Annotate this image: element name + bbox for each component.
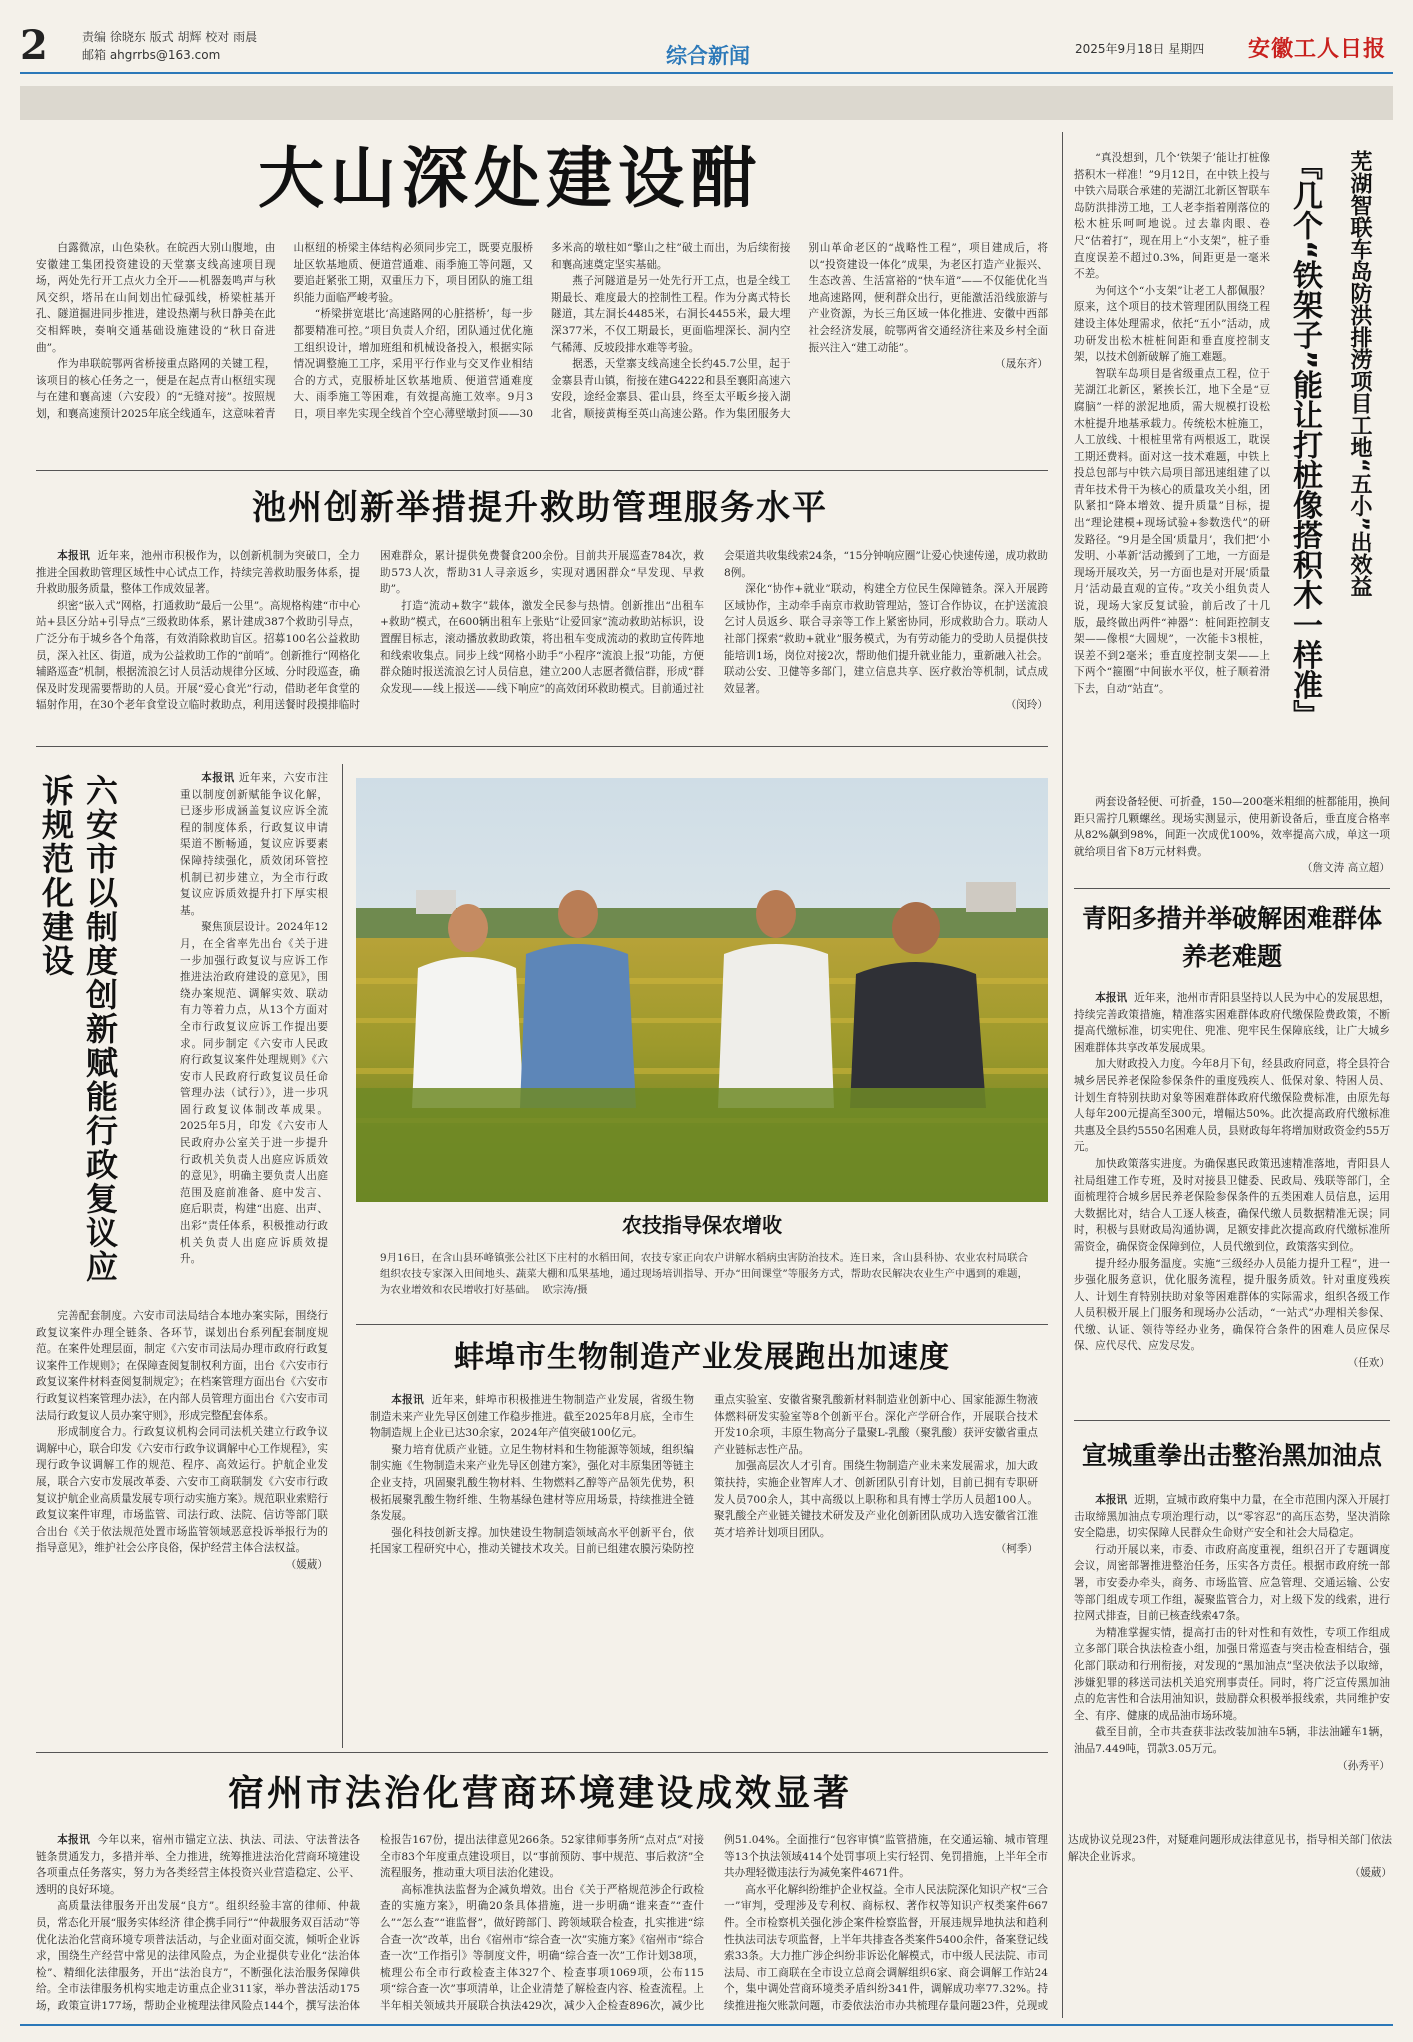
article-a7 xyxy=(1074,990,1390,1410)
editor-line: 责编 徐晓东 版式 胡辉 校对 雨晨 xyxy=(82,30,258,44)
headline-a2: 池州创新举措提升救助管理服务水平 xyxy=(252,488,828,528)
email-line: 邮箱 ahgrrbs@163.com xyxy=(82,48,221,62)
headline-a6-kicker: 芜湖智联车岛防洪排涝项目工地“五小”出效益 xyxy=(1347,150,1372,597)
photo-caption xyxy=(380,1250,1028,1298)
column-divider xyxy=(1062,132,1063,2018)
headline-a1: 大山深处建设酣 xyxy=(258,139,762,217)
a5-text: 今年以来，宿州市锚定立法、执法、司法、守法普法各链条贯通发力，多措并举、全力推进，统筹推进法治化营商环境建设各项重点任务落实，努力为各类经营主体投资兴业营造稳定、公平、透明的良好环境。 xyxy=(36,1834,360,1896)
a6-para: 为何这个“小支架”让老工人都佩服？原来，这个项目的技术管理团队围绕工程建设主体处理需求，依托“五小”活动，成功研发出松木桩桩间距和垂直度控制支架，以技术创新破解了施工难题。 xyxy=(1074,284,1270,364)
a2-byline: （闵玲） xyxy=(1005,699,1048,712)
a2-para: 织密“嵌入式”网格，打通救助“最后一公里”。高规格构建“市中心站+县区分站+引导点”三级救助体系，累计建成387个救助引导点，广泛分布于城乡各个角落，有效消除救助盲区。招募100名公益救助员，深入社区、街道，成为公益救助工作的“前哨”。创新推行“网格化辅路巡查”机制，根据流浪乞讨人员活动规律分区域、分时段巡查，确保及时发现需要帮助的人员。开展“爱心食光”行动，借助老年食堂的辐射作用，在30个老年食堂设立临时救助点，利用送餐时段摸排临时困难群众，累计提供免费餐食200余份。目前共开展巡查784次，救助573人次，帮助31人寻亲返乡，实现对遇困群众“早发现、早救助”。 xyxy=(36,550,704,712)
article-a5 xyxy=(36,1832,1392,2016)
a2-para: 打造“流动+数字”载体，激发全民参与热情。创新推出“出租车+救助”模式，在600辆出租车上张贴“让爱回家”流动救助站标识，设置醒目标志，滚动播放救助政策，将出租车变成流动的救助宣传阵地和线索收集点。同步上线“网格小助手”小程序“流浪上报”功能，方便群众随时报送流浪乞讨人员信息，建立200人志愿者微信群，形成“群众发现——线上报送——线下响应”的高效闭环救助模式。目前通过社会渠道共收集线索24条，“15分钟响应圈”让爱心快速传递，成功救助8例。 xyxy=(380,550,1048,695)
a6-para: 两套设备轻便、可折叠，150—200毫米粗细的桩都能用，换间距只需拧几颗螺丝。现场实测显示，使用新设备后，垂直度合格率从82%飙到98%，间距一次成优100%，效率提高六成，单这一项就给项目省下8万元材料费。 xyxy=(1074,796,1390,858)
article-a2 xyxy=(36,548,1048,734)
a1-byline: （晟东齐） xyxy=(995,358,1048,371)
photo-title: 农技指导保农增收 xyxy=(622,1213,782,1237)
a7-para xyxy=(1074,990,1390,1056)
rice-field-photo xyxy=(356,778,1048,1202)
photo-credit: 欧宗涛/摄 xyxy=(542,1284,588,1296)
a4-lead: 本报讯 xyxy=(391,1394,425,1406)
section-title: 综合新闻 xyxy=(666,44,750,68)
a8-text: 近期，宣城市政府集中力量，在全市范围内深入开展打击取缔黑加油点专项治理行动，以“零容忍”的高压态势，坚决消除安全隐患，切实保障人民群众生命财产安全和社会大局稳定。 xyxy=(1074,1494,1390,1540)
a7-lead: 本报讯 xyxy=(1095,992,1128,1004)
a7-text: 近年来，池州市青阳县坚持以人民为中心的发展思想，持续完善政策措施，精准落实困难群体政府代缴保险费政策，不断提高代缴标准，切实兜住、兜准、兜牢民生保障底线，让广大城乡困难群体共享改革发展成果。 xyxy=(1074,992,1390,1054)
a4-text: 近年来，蚌埠市积极推进生物制造产业发展，省级生物制造未来产业先导区创建工作稳步推进。截至2025年8月底，全市生物制造规上企业已达30余家，2024年产值突破100亿元。 xyxy=(370,1394,694,1440)
a6-para: 智联车岛项目是省级重点工程，位于芜湖江北新区，紧挨长江，地下全是“豆腐脑”一样的淤泥地质，需大规模打设松木桩提升地基承载力。传统松木桩施工，人工放线、十根桩里常有两根返工，耽误工期还费料。面对这一技术难题，中铁上投总包部与中铁六局项目部迅速组建了以青年技术骨干为核心的质量攻关小组，团队紧扣“降本增效、提升质量”目标，提出“理论建模+现场试验+参数迭代”的研发路径。“9月是全国‘质量月’，我们把‘小发明、小革新’活动搬到了工地，一方面是现场开展攻关，另一方面也是对开展‘质量月’活动最直观的宣传。”攻关小组负责人说，现场大家反复试验，前后改了十几版，最终做出两件“神器”：桩间距控制支架——像根“大圆规”，一次能卡3根桩，误差不到2毫米；垂直度控制支架——上下两个“箍圈”中间嵌水平仪，桩子顺着滑下去，自动“站直”。 xyxy=(1074,367,1270,695)
headline-a7-text: 青阳多措并举破解困难群体养老难题 xyxy=(1081,904,1382,971)
article-a6-top xyxy=(1074,150,1270,790)
a8-para: 行动开展以来，市委、市政府高度重视，组织召开了专题调度会议，周密部署推进整治任务，压实各方责任。根据市政府统一部署，市安委办牵头，商务、市场监管、应急管理、交通运输、公安等部门组成专项工作组，凝聚监管合力，对上级下发的线索，进行拉网式排查，目前已核查线索47条。 xyxy=(1074,1543,1390,1623)
a5-para: 高质量法律服务开出发展“良方”。组织经验丰富的律师、仲裁员，常态化开展“服务实体经济 律企携手同行”“仲裁服务双百活动”等优化法治化营商环境专项普法活动，与企业面对面交流，倾听企业诉求，围绕生产经营中常见的法律风险点，为企业提供专业化“法治体检”、精细化法律服务，开出“法治良方”，不断强化法治服务保障供给。全市法律服务机构实地走访重点企业311家，举办普法活动175场，政策宣讲177场，帮助企业梳理法律风险点144个，撰写法治体检报告167份，提出法律意见266条。52家律师事务所“点对点”对接全市83个年度重点建设项目，以“事前预防、事中规范、事后救济”全流程服务，推动重大项目法治化建设。 xyxy=(36,1834,704,2012)
headline-a6-main: 『几个“铁架子”能让打桩像搭积木一样准』 xyxy=(1287,150,1322,730)
a8-lead: 本报讯 xyxy=(1095,1494,1128,1506)
a8-para: 截至目前，全市共查获非法改装加油车5辆，非法油罐车1辆，油品7.449吨，罚款3.05万元。 xyxy=(1074,1726,1390,1755)
a3-para: 形成制度合力。行政复议机构会同司法机关建立行政争议调解中心，联合印发《六安市行政争议调解中心工作规程》，实现行政争议调解工作的规范、程序、高效运行。护航企业发展，联合六安市发展改革委、六安市工商联制发《六安市行政复议护航企业高质量发展专项行动实施方案》。规范职业索赔行政复议案件审理，市场监管、司法行政、法院、信访等部门联合出台《关于依法规范处置市场监管领域恶意投诉举报行为的指导意见》，维护社会公序良俗，保护经营主体合法权益。 xyxy=(36,1426,328,1555)
a1-para: 燕子河隧道是另一处先行开工点，也是全线工期最长、难度最大的控制性工程。作为分离式特长隧道，其左洞长4485米，右洞长4455米，最大埋深377米，不仅工期最长，更面临埋深长、洞内空气稀薄、反坡段排水难等考验。 xyxy=(551,275,791,354)
caption-text: 9月16日，在含山县环峰镇张公社区下庄村的水稻田间，农技专家正向农户讲解水稻病虫害防治技术。连日来，含山县科协、农业农村局联合组织农技专家深入田间地头、蔬菜大棚和瓜果基地，通过现场培训指导、开办“田间课堂”等服务方式，帮助农民解决农业生产中遇到的难题，为农业增效和农民增收打好基础。 xyxy=(380,1252,1028,1296)
a3-para: 聚焦顶层设计。2024年12月，在全省率先出台《关于进一步加强行政复议与应诉工作推进法治政府建设的意见》，围绕办案规范、调解实效、联动有力等着力点，从13个方面对全市行政复议应诉工作提出要求。同步制定《六安市人民政府行政复议案件处理规则》《六安市人民政府行政复议员任命管理办法（试行）》，进一步巩固行政复议体制改革成果。2025年5月，印发《六安市人民政府办公室关于进一步提升行政机关负责人出庭应诉质效的意见》，明确主要负责人出庭范围及庭前准备、庭中发言、庭后职责，构建“出庭、出声、出彩”责任体系，积极推动行政机关负责人出庭应诉质效提升。 xyxy=(180,921,328,1266)
a7-byline: （任欢） xyxy=(1347,1357,1390,1370)
divider xyxy=(342,764,343,1748)
article-a8 xyxy=(1074,1492,1390,2016)
a1-para: 据悉，天堂寨支线高速全长约45.7公里，起于金寨县青山镇，衔接在建G4222和县至襄阳高速六安段，途经金寨县、霍山县，终至太平畈乡接入湖北省，顺接黄梅至英山高速公路。作为集团服务大别山革命老区的“战略性工程”，项目建成后，将以“投资建设一体化”成果，为老区打造产业振兴、生态改善、生活富裕的“快车道”——不仅能优化当地高速路网，便利群众出行，更能激活沿线旅游与产业资源，为长三角区域一体化推进、安徽中西部社会经济发展，皖鄂两省交通经济往来及乡村全面振兴注入“建工动能”。 xyxy=(551,242,1048,420)
a4-para: 强化科技创新支撑。加快建设生物制造领域高水平创新平台，依托国家工程研究中心，推动关键技术攻关。目前已组建农膜污染防控重点实验室、安徽省聚乳酸新材料制造业创新中心、国家能源生物液体燃料研发实验室等8个创新平台。深化产学研合作，开展联合技术开发10余项，丰原生物高分子量聚L-乳酸（聚乳酸）获评安徽省重点产业链标志性产品。 xyxy=(370,1394,1038,1556)
a4-para: 加强高层次人才引育。围绕生物制造产业未来发展需求，加大政策扶持，实施企业智库人才、创新团队引育计划，目前已拥有专职研发人员700余人，其中高级以上职称和具有博士学历人员超100人。聚乳酸全产业链关键技术研发及产业化创新团队成功入选安徽省江淮英才培养计划项目团队。 xyxy=(714,1460,1038,1539)
headline-a5: 宿州市法治化营商环境建设成效显著 xyxy=(227,1773,852,1814)
a7-para: 加快政策落实进度。为确保惠民政策迅速精准落地，青阳县人社局组建工作专班，及时对接县卫健委、民政局、残联等部门，全面梳理符合城乡居民养老保险参保条件的五类困难人员信息，运用大数据比对，结合人工逐人核查，确保代缴人员数据精准无误；同时，积极与县财政局沟通协调，足额安排此次提高政府代缴标准所需资金，确保资金保障到位，人员代缴到位，政策落实到位。 xyxy=(1074,1157,1390,1253)
headline-a8: 宣城重拳出击整治黑加油点 xyxy=(1081,1441,1382,1470)
divider xyxy=(1074,1420,1390,1421)
a2-para xyxy=(36,548,360,598)
a8-para xyxy=(1074,1492,1390,1542)
article-a3-top xyxy=(180,770,328,1306)
divider xyxy=(1074,888,1390,889)
a3-text: 近年来，六安市注重以制度创新赋能争议化解，已逐步形成涵盖复议应诉全流程的制度体系，行政复议申请渠道不断畅通，复议应诉要素保障持续强化，质效闭环管控机制已初步建立，为全市行政复议应诉质效提升打下厚实根基。 xyxy=(180,772,328,917)
section-bar xyxy=(20,86,1393,120)
a3-lead: 本报讯 xyxy=(201,772,235,784)
a3-para xyxy=(180,770,328,919)
article-a4 xyxy=(370,1392,1038,1742)
footer-rule xyxy=(20,2024,1393,2026)
a1-para: 白露微凉，山色染秋。在皖西大别山腹地，由安徽建工集团投资建设的天堂寨支线高速项目现场，两处先行开工点火力全开——机器轰鸣声与秋风交织，塔吊在山间划出忙碌弧线，桥梁桩基开孔、隧道掘进同步推进，建设热潮与秋日静美在此交相辉映，奏响交通基础设施建设的“秋日奋进曲”。 xyxy=(36,242,276,354)
a4-para: 聚力培育优质产业链。立足生物材料和生物能源等领域，组织编制实施《生物制造未来产业先导区创建方案》，强化对丰原集团等链主企业支持，巩固聚乳酸生物材料、生物燃料乙醇等产品领先优势，积极拓展聚乳酸生物纤维、生物基绿色建材等应用场景，持续推进全链条发展。 xyxy=(370,1443,694,1523)
a5-lead: 本报讯 xyxy=(57,1834,91,1846)
a5-para xyxy=(36,1832,360,1898)
a4-byline: （柯季） xyxy=(995,1543,1038,1556)
a8-para: 为精准掌握实情，提高打击的针对性和有效性，专项工作组成立多部门联合执法检查小组，加强日常巡查与突击检查相结合，强化部门联动和行刑衔接，对发现的“黑加油点”坚决依法予以取缔，涉嫌犯罪的移送司法机关追究刑事责任。同时，将广泛宣传黑加油点的危害性和合法用油知识，鼓励群众积极举报线索，共同维护安全、有序、健康的成品油市场环境。 xyxy=(1074,1626,1390,1722)
article-a6-bottom xyxy=(1074,794,1390,880)
a2-para: 深化“协作+就业”联动，构建全方位民生保障链条。深入开展跨区域协作，主动牵手南京市救助管理站，签订合作协议，在护送流浪乞讨人员返乡、联合寻亲等工作上紧密协同，形成救助合力。联动人社部门探索“救助+就业”服务模式，为有劳动能力的受助人员提供技能培训1场，岗位对接2次，帮助他们提升就业能力，重新融入社会。联动公安、卫健等多部门，建立信息共享、医疗救治等机制，试点成效显著。 xyxy=(724,583,1048,695)
divider xyxy=(36,1752,1048,1753)
issue-date: 2025年9月18日 星期四 xyxy=(1075,42,1205,56)
a4-para xyxy=(370,1392,694,1442)
a5-para: 高水平化解纠纷维护企业权益。全市人民法院深化知识产权“三合一”审判，受理涉及专利权、商标权、著作权等知识产权类案件667件。全市检察机关强化涉企案件检察监督，开展违规异地执法和趋利性执法司法专项监督，上半年共排查各类案件5400余件，备案登记线索33条。大力推广涉企纠纷非诉讼化解模式，市中级人民法院、市司法局、市工商联在全市设立总商会调解组织6家、商会调解工作站24个，集中调处营商环境类矛盾纠纷341件，调解成功率77.32%。持续推进拖欠账款问题，市委依法治市办共梳理存量问题23件，兑现或达成协议兑现23件，对疑难问题形成法律意见书，指导相关部门依法解决企业诉求。 xyxy=(724,1834,1392,2012)
headline-a4: 蚌埠市生物制造产业发展跑出加速度 xyxy=(454,1340,950,1375)
headline-a7 xyxy=(1074,900,1390,976)
divider xyxy=(356,1324,1048,1325)
article-a3-bottom xyxy=(36,1308,328,1748)
a2-lead: 本报讯 xyxy=(57,550,91,562)
masthead-logo: 安徽工人日报 xyxy=(1248,36,1387,62)
a5-byline: （媛葳） xyxy=(1349,1867,1392,1880)
a2-text: 近年来，池州市积极作为，以创新机制为突破口，全力推进全国救助管理区域性中心试点工作，持续完善救助服务体系，提升救助服务质量，整体工作成效显著。 xyxy=(36,550,360,596)
article-a1 xyxy=(36,240,1048,458)
a7-para: 加大财政投入力度。今年8月下旬，经县政府同意，将全县符合城乡居民养老保险参保条件的重度残疾人、低保对象、特困人员、计划生育特别扶助对象等困难群体政府代缴保险费标准，由原先每人每年200元提高至300元，增幅达50%。此次提高政府代缴标准共惠及全县约5550名困难人员，县财政每年将增加财政资金约55万元。 xyxy=(1074,1058,1390,1154)
divider xyxy=(36,746,1048,747)
a1-para: 作为串联皖鄂两省桥接重点路网的关键工程，该项目的核心任务之一，便是在起点青山枢纽实现与在建和襄高速（六安段）的“无缝对接”。按照规划，和襄高速预计2025年底全线通车，这意味着青山枢纽的桥梁主体结构必须同步完工，既要克服桥址区软基地质、便道营通难、雨季施工等问题，又要追赶紧张工期，双重压力下，项目团队的施工组织能力面临严峻考验。 xyxy=(36,242,533,420)
headline-a3: 六安市以制度创新赋能行政复议应诉规范化建设 xyxy=(37,774,119,1284)
a6-para: “真没想到，几个‘铁架子’能让打桩像搭积木一样准！”9月12日，在中铁上投与中铁六局联合承建的芜湖江北新区智联车岛防洪排涝工地，工人老李指着刚落位的松木桩乐呵呵地说。过去靠肉眼、卷尺“估着打”，现在用上“小支架”，桩子垂直度误差不超过0.3%，间距更是一毫米不差。 xyxy=(1074,152,1270,281)
a7-para: 提升经办服务温度。实施“三级经办人员能力提升工程”，进一步强化服务意识，优化服务流程，提升服务质效。针对重度残疾人、计划生育特别扶助对象等困难群体的实际需求，组织各级工作人员积极开展上门服务和现场办公活动，“一站式”办理相关参保、代缴、认证、领待等经办业务，确保符合条件的困难人员应保尽保、应代尽代、应发尽发。 xyxy=(1074,1257,1390,1353)
header-rule xyxy=(20,72,1393,74)
a6-byline: （詹文涛 高立超） xyxy=(1301,862,1390,875)
news-photo xyxy=(356,778,1048,1202)
divider xyxy=(36,470,1048,471)
a1-para: “桥梁拼宽堪比‘高速路网的心脏搭桥’，每一步都要精准可控。”项目负责人介绍，团队通过优化施工组织设计，增加班组和机械设备投入，根据实际情况调整施工工序，采用平行作业与交叉作业相结合的方式，克服桥址区软基地质、便道营通难度大、雨季施工等困难，有效提高施工效率。9月3日，项目率先实现全线首个空心薄壁墩封顶——30多米高的墩柱如“擎山之柱”破土而出，为后续衔接和襄高速奠定坚实基础。 xyxy=(293,242,791,420)
page-number: 2 xyxy=(20,22,48,69)
a8-byline: （孙秀平） xyxy=(1337,1759,1390,1772)
a3-byline: （媛葳） xyxy=(285,1558,328,1571)
a5-para: 高标准执法监督为企减负增效。出台《关于严格规范涉企行政检查的实施方案》，明确20条具体措施，进一步明确“谁来查”“查什么”“怎么查”“谁监督”，做好跨部门、跨领域联合检查，扎实推进“综合查一次”改革，出台《宿州市“综合查一次”实施方案》《宿州市“综合查一次”工作指引》等制度文件，明确“综合查一次”工作计划38项，梳理公布全市行政检查主体327个、检查事项1069项，公布115项“综合查一次”事项清单，让企业清楚了解检查内容、检查流程。上半年相关领域共开展联合执法429次，减少入企检查896次，减少比例51.04%。全面推行“包容审慎”监管措施，在交通运输、城市管理等13个执法领域414个处罚事项上实行轻罚、免罚措施，上半年全市共办理轻微违法行为减免案件4671件。 xyxy=(380,1834,1048,2012)
a3-para: 完善配套制度。六安市司法局结合本地办案实际，围绕行政复议案件办理全链条、各环节，谋划出台系列配套制度规范。在案件处理层面，制定《六安市司法局办理市政府行政复议案件工作规则》；在保障查阅复制权利方面，出台《六安市行政复议案件材料查阅复制规定》；在档案管理方面出台《六安市行政复议档案管理办法》，在内部人员管理方面出台《六安市司法局行政复议人员办案守则》，形成完整配套体系。 xyxy=(36,1310,328,1422)
